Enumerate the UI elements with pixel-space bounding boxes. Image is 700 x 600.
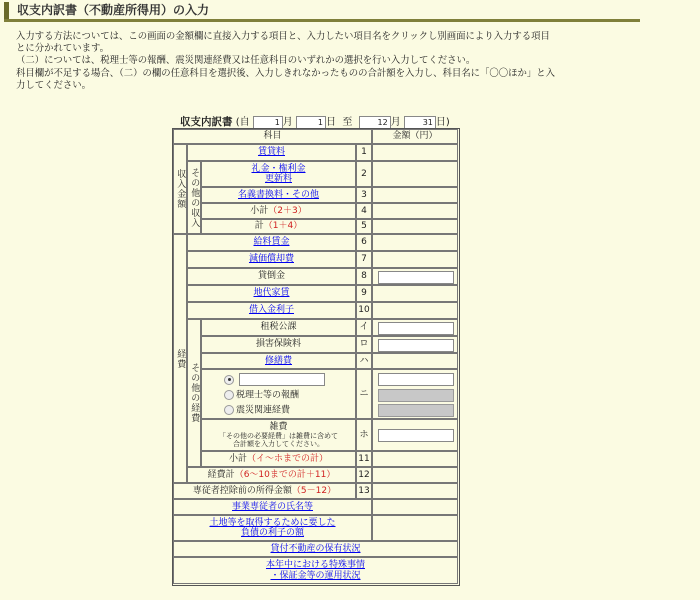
income-statement-form: [172, 128, 460, 586]
income-group-text: 収入金額: [175, 169, 186, 209]
expenses-group-text: 経費: [175, 348, 186, 369]
amount-cell: [372, 336, 458, 353]
amount-cell: [372, 161, 458, 187]
income-other-text: その他の収入: [189, 167, 200, 228]
tax-accountant-amount-input: [378, 389, 454, 402]
period-row: [180, 113, 450, 129]
line-number: 11: [356, 451, 372, 467]
taxes-dues-amount-input[interactable]: [378, 322, 454, 335]
salary-link[interactable]: [187, 234, 356, 251]
misc-expense-cell: [201, 419, 356, 451]
special-circumstances-text[interactable]: ・保証金等の運用状況: [270, 570, 361, 581]
instruction-line: 入力する方法については、この画面の金額欄に直接入力する項目と、入力したい項目名をクリックし別画面により入力する項目: [16, 31, 550, 42]
option-tax-accountant-row: [224, 390, 299, 401]
amount-cell: [372, 302, 458, 319]
amount-cell: [372, 451, 458, 467]
amount-cell: [372, 419, 458, 451]
instruction-line: （二）については、税理士等の報酬、震災関連経費又は任意科目のいずれかの選択を行い入力してください。: [16, 55, 476, 67]
line-number: 1: [356, 144, 372, 161]
from-day-input[interactable]: 1: [296, 116, 326, 129]
line-number: 9: [356, 285, 372, 302]
rent-link-text[interactable]: 賃貸料: [257, 147, 285, 158]
instruction-line: 力してください。: [16, 79, 92, 91]
repairs-link[interactable]: [201, 353, 356, 369]
disaster-amount-input: [378, 404, 454, 417]
option-disaster-row: [224, 405, 290, 416]
family-employee-link[interactable]: [173, 499, 372, 515]
line-number: 2: [356, 161, 372, 187]
subtotal-text: 小計: [250, 205, 269, 216]
special-circumstances-text[interactable]: 本年中における特殊事情: [265, 560, 365, 570]
subtotal-formula: （イ～ホまでの計）: [247, 453, 329, 464]
page-title: 収支内訳書（不動産所得用）の入力: [4, 2, 651, 19]
optional-amount-input[interactable]: [378, 373, 454, 386]
to-day-input[interactable]: 31: [404, 116, 436, 129]
insurance-label: 損害保険料: [201, 336, 356, 353]
amount-cell: [372, 219, 458, 234]
income-before-deduction-label: [173, 483, 356, 499]
line-number: 5: [356, 219, 372, 234]
month-label: 月: [390, 117, 401, 128]
line-number: 7: [356, 251, 372, 268]
disaster-expense-label: 震災関連経費: [236, 405, 291, 416]
amount-cell: [372, 499, 458, 515]
misc-note: 「その他の必要経費」は雑費に含めて: [219, 432, 338, 441]
income-total-label: [201, 219, 356, 234]
expenses-group-label: [173, 234, 187, 483]
disaster-expense-radio[interactable]: [224, 405, 234, 415]
expenses-total-label: [187, 467, 356, 483]
line-number: 8: [356, 268, 372, 285]
amount-cell: [372, 268, 458, 285]
amount-cell: [372, 467, 458, 483]
key-money-link[interactable]: [201, 161, 356, 187]
total-text: 計: [254, 221, 264, 232]
family-employee-text[interactable]: 事業専従者の氏名等: [231, 501, 313, 512]
instruction-line: とに分かれています。: [16, 43, 109, 55]
amount-cell: [372, 319, 458, 336]
special-circumstances-link[interactable]: [173, 557, 458, 584]
depreciation-text[interactable]: 減価償却費: [248, 254, 294, 265]
land-rent-text[interactable]: 地代家賃: [253, 288, 290, 299]
loan-interest-text[interactable]: 借入金利子: [248, 305, 294, 316]
rent-link[interactable]: [187, 144, 356, 161]
taxes-dues-label: 租税公課: [201, 319, 356, 336]
misc-amount-input[interactable]: [378, 429, 454, 442]
repairs-text[interactable]: 修繕費: [264, 355, 292, 366]
optional-item-name-input[interactable]: [239, 373, 325, 386]
line-number: ホ: [356, 419, 372, 451]
amount-cell: [372, 203, 458, 219]
other-subtotal-label: [201, 451, 356, 467]
expenses-other-label: [187, 319, 201, 467]
total-formula: （1＋4）: [263, 221, 303, 232]
name-transfer-text[interactable]: 名義書換料・その他: [237, 189, 319, 200]
bad-debt-amount-input[interactable]: [378, 271, 454, 284]
misc-expense-label: 雑費: [269, 421, 288, 432]
amount-cell: [372, 369, 458, 419]
amount-cell: [372, 353, 458, 369]
renewal-fee-text[interactable]: 更新料: [264, 174, 292, 184]
month-label: 月: [282, 117, 293, 128]
day-label: 日): [435, 117, 450, 128]
option-custom-row: [224, 373, 325, 386]
title-underline: [4, 19, 640, 22]
depreciation-link[interactable]: [187, 251, 356, 268]
income-before-deduction-text: 専従者控除前の所得金額: [192, 485, 292, 496]
header-kamoku: 科目: [173, 129, 372, 144]
land-loan-interest-text[interactable]: 負債の利子の額: [240, 528, 304, 538]
rental-property-link[interactable]: [173, 541, 458, 557]
land-loan-interest-text[interactable]: 土地等を取得するために要した: [209, 517, 336, 528]
from-month-input[interactable]: 1: [253, 116, 283, 129]
line-number: 3: [356, 187, 372, 203]
rental-property-text[interactable]: 貸付不動産の保有状況: [270, 543, 361, 554]
line-number: 13: [356, 483, 372, 499]
amount-cell: [372, 187, 458, 203]
salary-text[interactable]: 給料賃金: [253, 237, 290, 248]
expenses-other-text: その他の経費: [189, 363, 200, 423]
amount-cell: [372, 515, 458, 541]
name-transfer-link[interactable]: [201, 187, 356, 203]
bad-debt-label: 貸倒金: [187, 268, 356, 285]
amount-cell: [372, 234, 458, 251]
header-amount: 金額（円）: [372, 129, 458, 144]
period-open: (自: [235, 117, 250, 128]
expenses-total-formula: （6～10までの計＋11）: [234, 469, 336, 480]
misc-note: 合計額を入力してください。: [233, 440, 324, 449]
income-group-label: [173, 144, 187, 234]
line-number: ハ: [356, 353, 372, 369]
line-number: ロ: [356, 336, 372, 353]
optional-item-cell: [201, 369, 356, 419]
subtotal-text: 小計: [228, 453, 247, 464]
loan-interest-link[interactable]: [187, 302, 356, 319]
instructions: [16, 31, 616, 92]
form-title: 収支内訳書: [180, 116, 233, 128]
line-number: 4: [356, 203, 372, 219]
income-other-label: [187, 161, 201, 234]
land-rent-link[interactable]: [187, 285, 356, 302]
amount-cell: [372, 144, 458, 161]
land-loan-interest-link[interactable]: [173, 515, 372, 541]
line-number: ニ: [356, 369, 372, 419]
day-label: 日: [325, 117, 336, 128]
amount-cell: [372, 483, 458, 499]
line-number: 10: [356, 302, 372, 319]
income-subtotal-label: [201, 203, 356, 219]
instruction-line: 科目欄が不足する場合、（二）の欄の任意科目を選択後、入力しきれなかったものの合計額を入力し、科目名に「〇〇ほか」と入: [16, 67, 556, 79]
amount-cell: [372, 251, 458, 268]
key-money-text[interactable]: 礼金・権利金: [251, 163, 306, 174]
optional-radio[interactable]: [224, 375, 234, 385]
amount-cell: [372, 285, 458, 302]
to-label: 至: [342, 117, 353, 128]
line-number: 6: [356, 234, 372, 251]
line-number: 12: [356, 467, 372, 483]
line-number: イ: [356, 319, 372, 336]
expenses-total-text: 経費計: [207, 469, 235, 480]
to-month-input[interactable]: 12: [359, 116, 391, 129]
income-before-deduction-formula: （5－12）: [291, 485, 337, 496]
tax-accountant-label: 税理士等の報酬: [236, 390, 300, 401]
insurance-amount-input[interactable]: [378, 339, 454, 352]
tax-accountant-radio[interactable]: [224, 390, 234, 400]
subtotal-formula: （2＋3）: [268, 205, 307, 216]
